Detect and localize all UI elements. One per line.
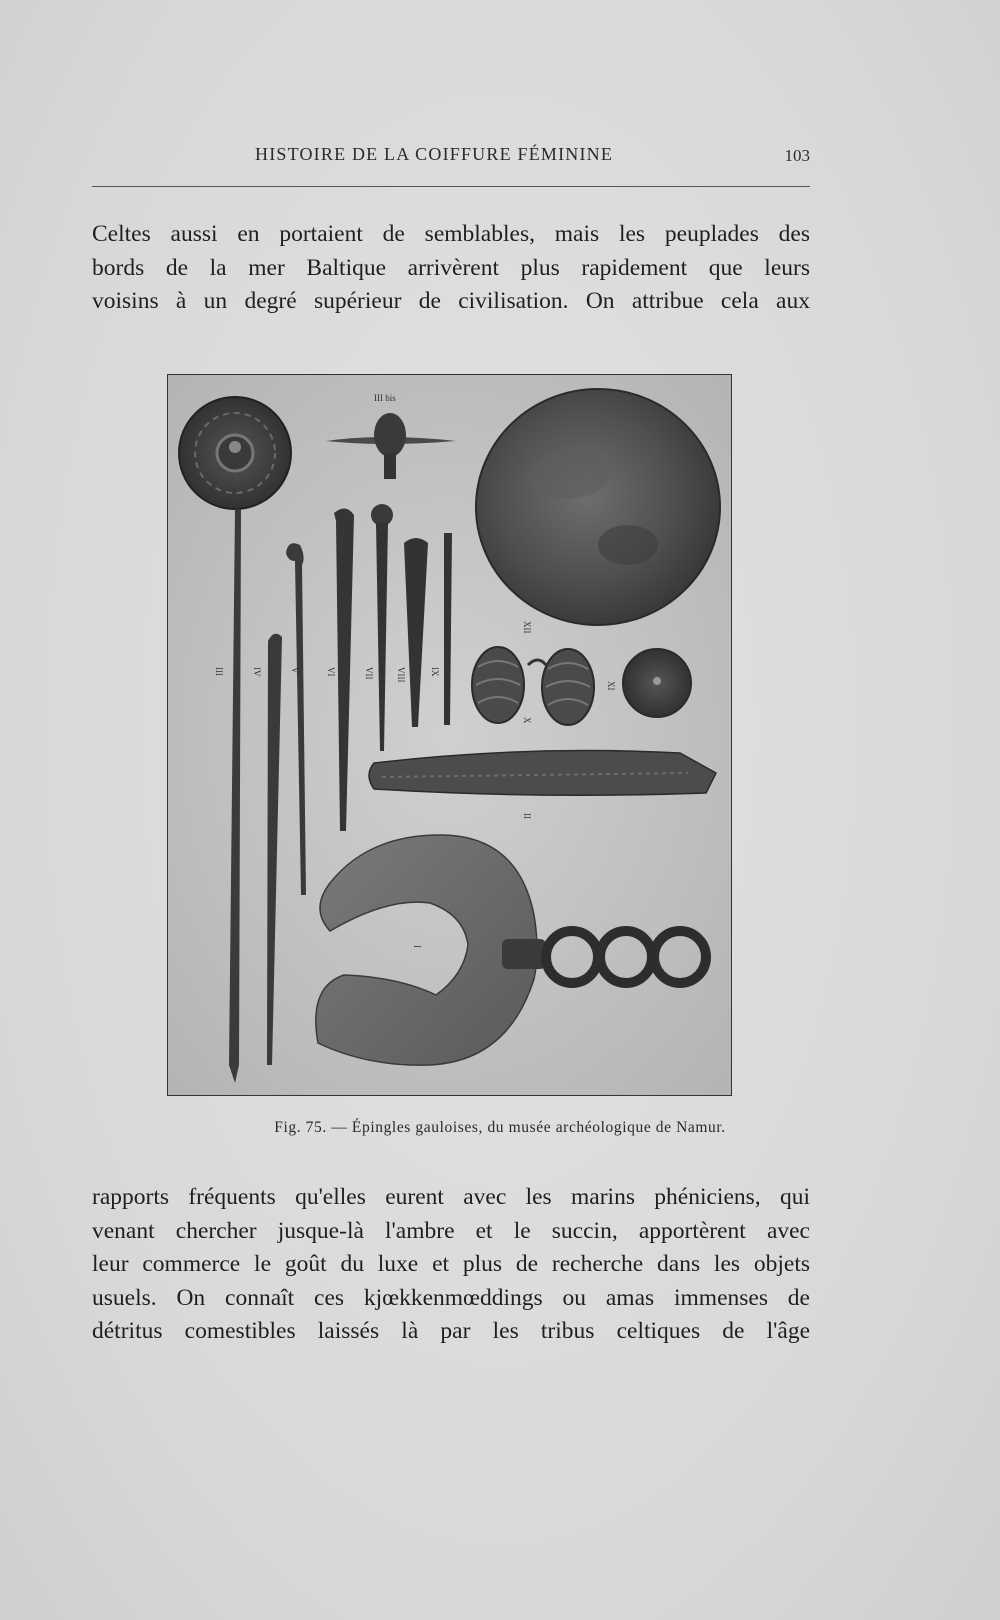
label-vii: VII (364, 667, 374, 680)
label-v: V (290, 667, 300, 674)
label-i: I (412, 945, 422, 948)
text-line: Celtes aussi en portaient de semblables, mais les peuplades des (92, 221, 810, 247)
figure-caption (0, 1119, 1000, 1137)
label-xi: XI (606, 681, 616, 691)
label-iii-bis: III bis (374, 393, 396, 403)
disc-xi (623, 649, 691, 717)
running-title: HISTOIRE DE LA COIFFURE FÉMININE (255, 144, 614, 164)
figure-plate (167, 374, 732, 1096)
label-iii: III (214, 667, 224, 676)
text-line: bords de la mer Baltique arrivèrent plus rapidement que leurs (92, 254, 810, 281)
label-iv: IV (252, 667, 262, 677)
text-line: leur commerce le goût du luxe et plus de recherche dans les objets (92, 1251, 810, 1277)
label-viii: VIII (396, 667, 406, 683)
caption-text: Fig. 75. — Épingles gauloises, du musée archéologique de Namur. (274, 1119, 726, 1136)
running-head (92, 140, 810, 170)
paragraph-top (92, 218, 810, 319)
paragraph-bottom (92, 1181, 810, 1349)
page-number: 103 (784, 146, 810, 165)
text-line: détritus comestibles laissés là par les tribus celtiques de l'âge (92, 1318, 810, 1344)
text-line: rapports fréquents qu'elles eurent avec les marins phéniciens, qui (92, 1184, 810, 1210)
text-line: usuels. On connaît ces kjœkkenmœddings ou amas immenses de (92, 1284, 810, 1311)
text-line: voisins à un degré supérieur de civilisation. On attribue cela aux (92, 288, 810, 314)
label-xii: XII (522, 621, 532, 634)
label-ix: IX (430, 667, 440, 677)
text-line: venant chercher jusque-là l'ambre et le succin, apportèrent avec (92, 1217, 810, 1244)
label-vi: VI (326, 667, 336, 677)
label-ii: II (522, 813, 532, 819)
header-rule (92, 186, 810, 187)
label-x: X (522, 717, 532, 724)
artifact-photograph (168, 375, 731, 1095)
mirror-xii (476, 389, 720, 625)
